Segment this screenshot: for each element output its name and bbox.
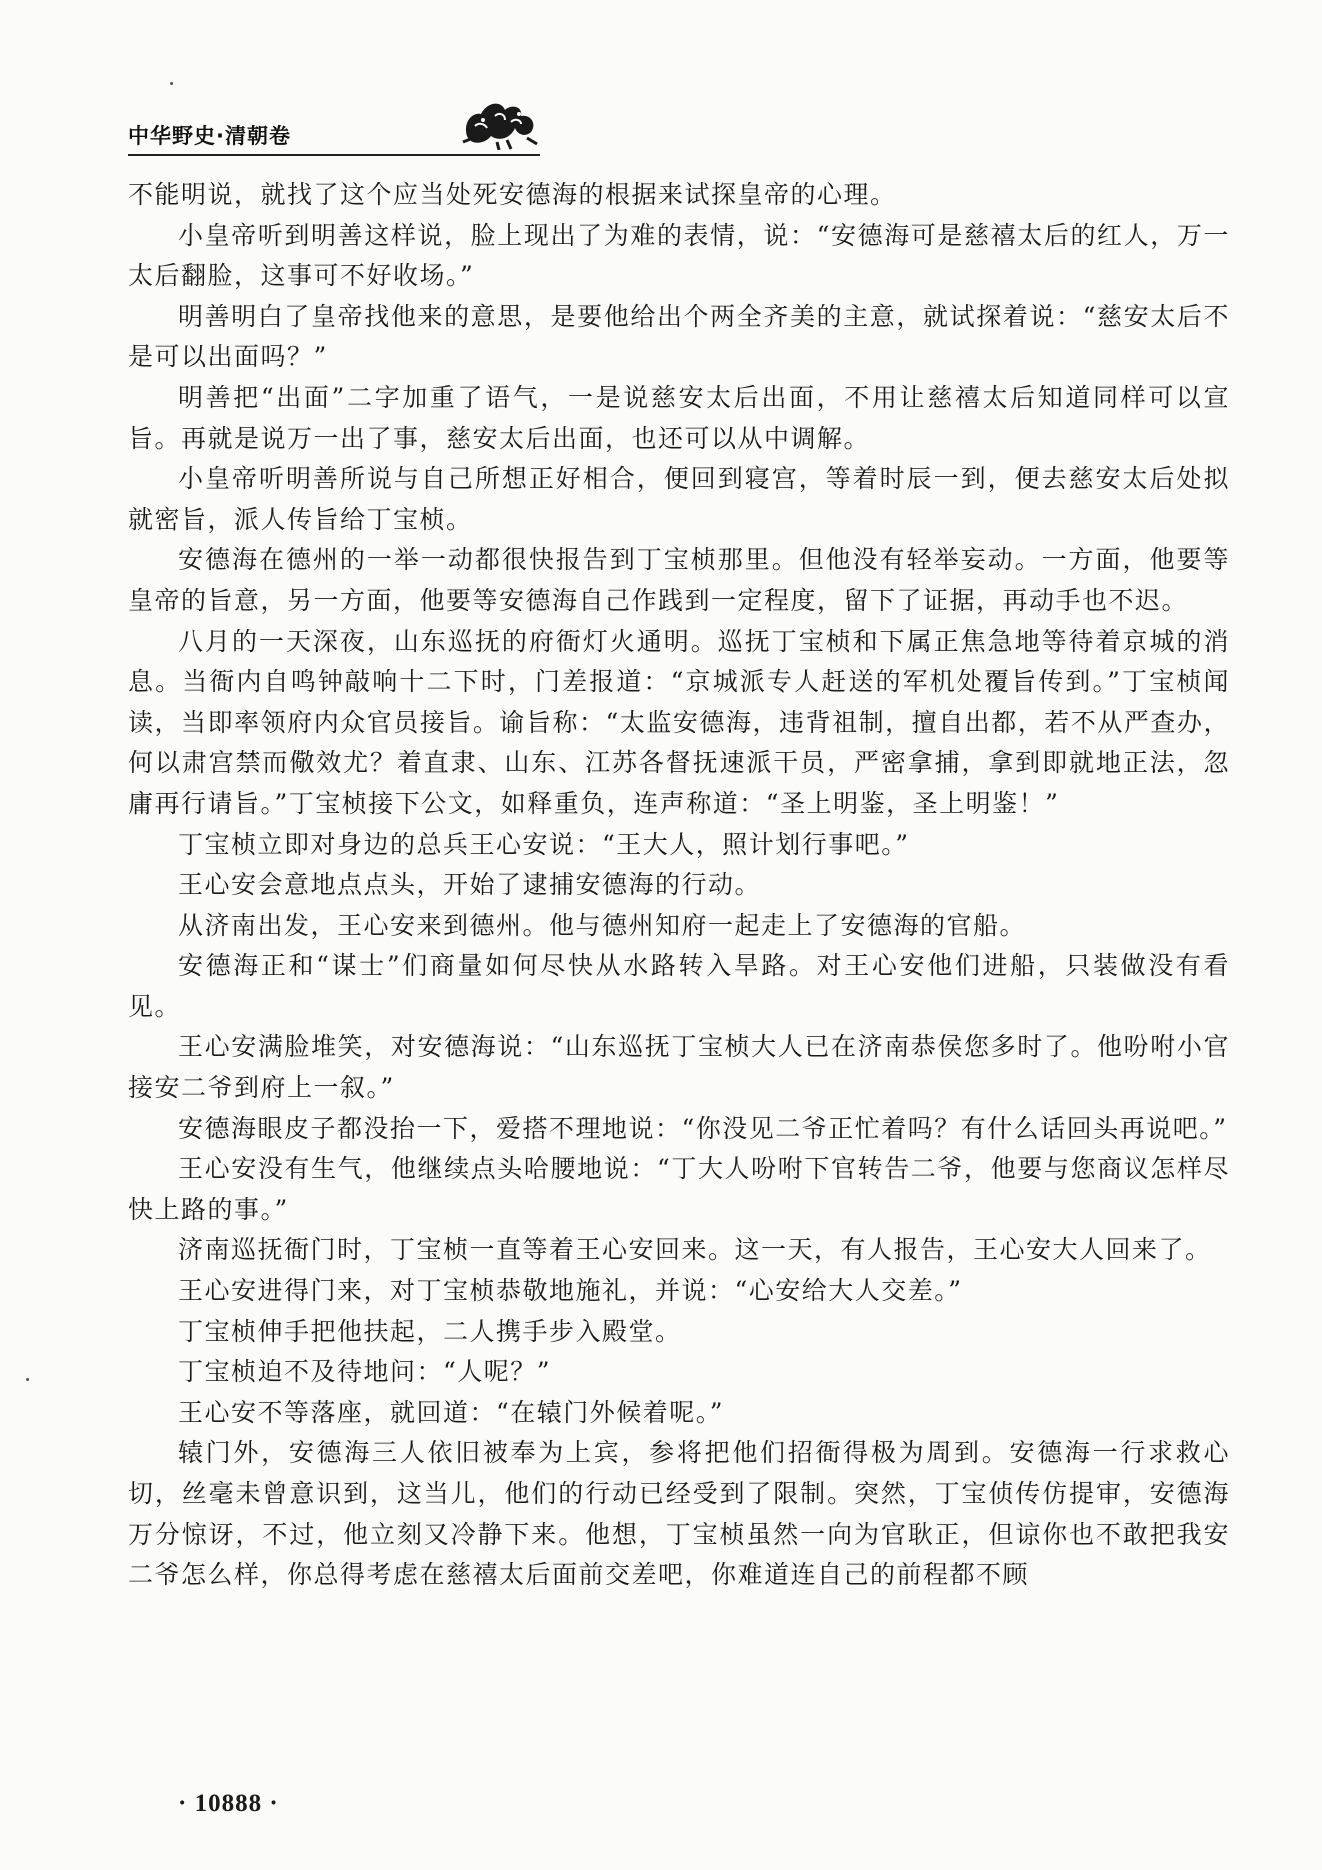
paragraph: 安德海眼皮子都没抬一下，爱搭不理地说：“你没见二爷正忙着吗？有什么话回头再说吧。”: [178, 1113, 1228, 1143]
paragraph: 从济南出发，王心安来到德州。他与德州知府一起走上了安德海的官船。: [178, 910, 1027, 940]
paragraph: 丁宝桢立即对身边的总兵王心安说：“王大人，照计划行事吧。”: [178, 829, 910, 859]
article-body: [128, 175, 1230, 1596]
paragraph: 王心安会意地点点头，开始了逮捕安德海的行动。: [178, 870, 762, 900]
page-number: · 10888 ·: [178, 1790, 279, 1817]
book-title: 中华野史·清朝卷: [128, 124, 291, 148]
paragraph: 王心安不等落座，就回道：“在辕门外候着呢。”: [178, 1397, 725, 1427]
paragraph: 小皇帝听明善所说与自己所想正好相合，便回到寝宫，等着时辰一到，便去慈安太后处拟就密旨，派人传旨给丁宝桢。: [128, 464, 1230, 534]
paragraph: 安德海正和“谋士”们商量如何尽快从水路转入旱路。对王心安他们进船，只装做没有看见。: [128, 951, 1230, 1021]
scan-speck: [170, 82, 173, 85]
paragraph: 八月的一天深夜，山东巡抚的府衙灯火通明。巡抚丁宝桢和下属正焦急地等待着京城的消息。当衙内自鸣钟敲响十二下时，门差报道：“京城派专人赶送的军机处覆旨传到。”丁宝桢闻读，当即率领府内众官员接旨。谕旨称：“太监安德海，违背祖制，擅自出都，若不从严查办，何以肃宫禁而儆效尤？着直隶、山东、江苏各督抚速派干员，严密拿捕，拿到即就地正法，忽庸再行请旨。”丁宝桢接下公文，如释重负，连声称道：“圣上明鉴，圣上明鉴！”: [128, 626, 1230, 818]
scan-speck: [26, 1378, 29, 1381]
paragraph: 明善把“出面”二字加重了语气，一是说慈安太后出面，不用让慈禧太后知道同样可以宣旨。再就是说万一出了事，慈安太后出面，也还可以从中调解。: [128, 382, 1230, 453]
paragraph: 明善明白了皇帝找他来的意思，是要他给出个两全齐美的主意，就试探着说：“慈安太后不是可以出面吗？”: [128, 301, 1230, 372]
paragraph: 安德海在德州的一举一动都很快报告到丁宝桢那里。但他没有轻举妄动。一方面，他要等皇帝的旨意，另一方面，他要等安德海自己作践到一定程度，留下了证据，再动手也不迟。: [128, 545, 1230, 615]
paragraph: 济南巡抚衙门时，丁宝桢一直等着王心安回来。这一天，有人报告，王心安大人回来了。: [178, 1235, 1212, 1265]
paragraph: 不能明说，就找了这个应当处死安德海的根据来试探皇帝的心理。: [128, 180, 897, 209]
paragraph: 丁宝桢伸手把他扶起，二人携手步入殿堂。: [178, 1316, 682, 1346]
dragon-ornament-icon: [461, 94, 539, 150]
running-header: [128, 88, 540, 158]
paragraph: 小皇帝听到明善这样说，脸上现出了为难的表情，说：“安德海可是慈禧太后的红人，万一太后翻脸，这事可不好收场。”: [128, 220, 1230, 291]
paragraph: 王心安进得门来，对丁宝桢恭敬地施礼，并说：“心安给大人交差。”: [178, 1276, 963, 1306]
paragraph: 丁宝桢迫不及待地问：“人呢？”: [178, 1357, 552, 1387]
paragraph: 王心安满脸堆笑，对安德海说：“山东巡抚丁宝桢大人已在济南恭侯您多时了。他吩咐小官接安二爷到府上一叙。”: [128, 1032, 1230, 1103]
paragraph: 辕门外，安德海三人依旧被奉为上宾，参将把他们招衙得极为周到。安德海一行求救心切，丝毫未曾意识到，这当儿，他们的行动已经受到了限制。突然，丁宝侦传仿提审，安德海万分惊讶，不过，他立刻又冷静下来。他想，丁宝桢虽然一向为官耿正，但谅你也不敢把我安二爷怎么样，你总得考虑在慈禧太后面前交差吧，你难道连自己的前程都不顾: [128, 1438, 1230, 1590]
header-rule: [128, 154, 540, 156]
paragraph: 王心安没有生气，他继续点头哈腰地说：“丁大人吩咐下官转告二爷，他要与您商议怎样尽快上路的事。”: [128, 1154, 1230, 1224]
